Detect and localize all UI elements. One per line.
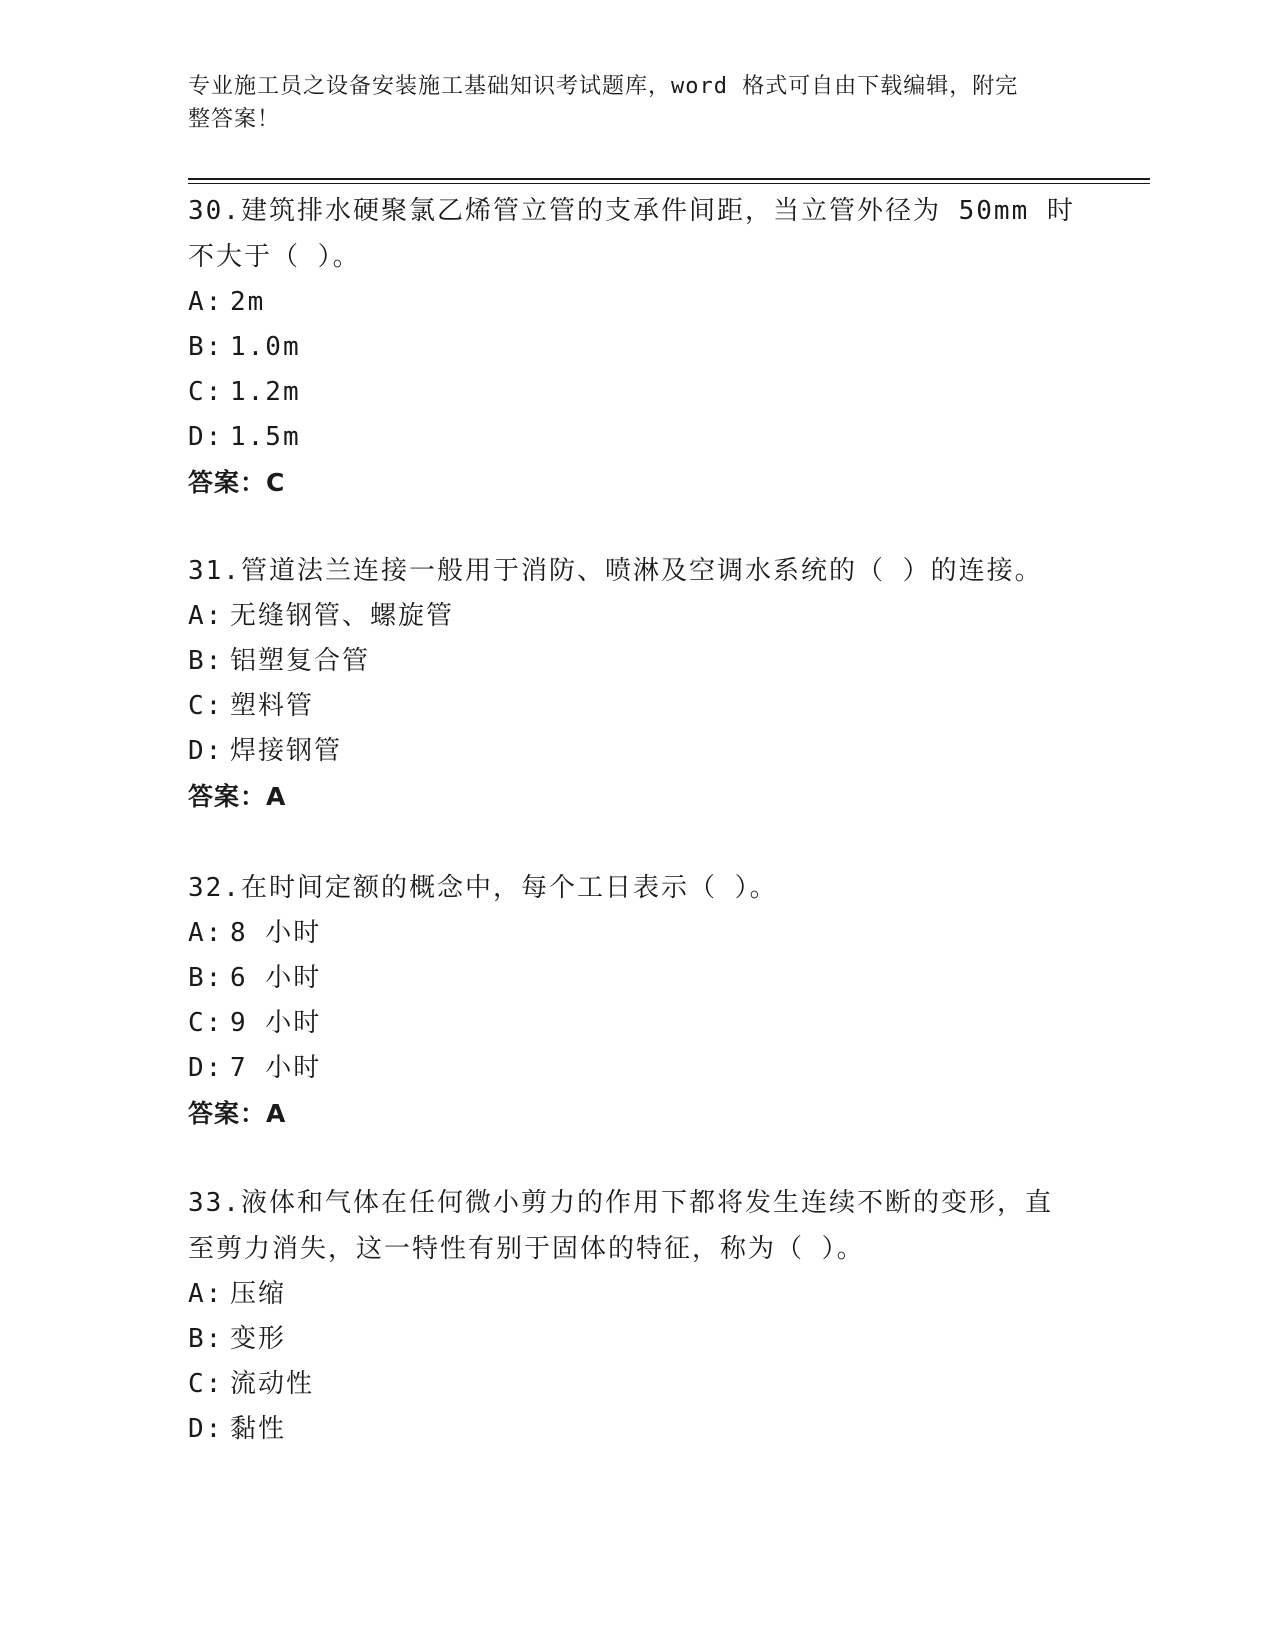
option-a bbox=[188, 911, 1088, 956]
option-text: 8 小时 bbox=[230, 918, 322, 948]
option-letter: A: bbox=[188, 287, 224, 317]
question-stem-line: 33.液体和气体在任何微小剪力的作用下都将发生连续不断的变形，直 bbox=[188, 1188, 1053, 1218]
header-divider-thin bbox=[188, 183, 1150, 184]
question-stem-line: 30.建筑排水硬聚氯乙烯管立管的支承件间距，当立管外径为 50mm 时 bbox=[188, 196, 1075, 226]
question-32 bbox=[188, 865, 1088, 1136]
option-d bbox=[188, 729, 1088, 774]
answer-value: A bbox=[266, 782, 287, 811]
option-d bbox=[188, 1046, 1088, 1091]
option-d bbox=[188, 415, 1088, 460]
option-letter: C: bbox=[188, 691, 224, 721]
option-text: 1.5m bbox=[230, 422, 301, 452]
option-letter: B: bbox=[188, 963, 224, 993]
header-divider-thick bbox=[188, 178, 1150, 180]
option-text: 流动性 bbox=[230, 1369, 315, 1399]
option-letter: D: bbox=[188, 1414, 224, 1444]
question-30 bbox=[188, 188, 1088, 505]
option-text: 1.2m bbox=[230, 377, 301, 407]
option-letter: C: bbox=[188, 1008, 224, 1038]
option-b bbox=[188, 956, 1088, 1001]
option-d bbox=[188, 1407, 1088, 1452]
header-line-1: 专业施工员之设备安装施工基础知识考试题库，word 格式可自由下载编辑，附完 bbox=[188, 74, 1019, 99]
option-letter: C: bbox=[188, 1369, 224, 1399]
option-c bbox=[188, 1362, 1088, 1407]
option-text: 1.0m bbox=[230, 332, 301, 362]
question-stem-line: 不大于（ ）。 bbox=[188, 242, 361, 272]
option-text: 塑料管 bbox=[230, 691, 315, 721]
answer-line bbox=[188, 1091, 1088, 1136]
option-b bbox=[188, 325, 1088, 370]
answer-value: C bbox=[266, 468, 286, 497]
option-letter: A: bbox=[188, 1279, 224, 1309]
option-letter: A: bbox=[188, 918, 224, 948]
option-letter: A: bbox=[188, 601, 224, 631]
option-text: 黏性 bbox=[230, 1414, 287, 1444]
answer-label: 答案： bbox=[188, 468, 267, 497]
option-text: 无缝钢管、螺旋管 bbox=[230, 601, 455, 631]
option-letter: D: bbox=[188, 422, 224, 452]
option-b bbox=[188, 639, 1088, 684]
option-text: 7 小时 bbox=[230, 1053, 322, 1083]
option-text: 9 小时 bbox=[230, 1008, 322, 1038]
document-header bbox=[188, 70, 1078, 136]
option-b bbox=[188, 1317, 1088, 1362]
answer-value: A bbox=[266, 1099, 287, 1128]
option-letter: B: bbox=[188, 646, 224, 676]
option-letter: B: bbox=[188, 332, 224, 362]
option-a bbox=[188, 594, 1088, 639]
option-text: 变形 bbox=[230, 1324, 287, 1354]
question-stem-line: 至剪力消失，这一特性有别于固体的特征，称为（ ）。 bbox=[188, 1234, 865, 1264]
option-c bbox=[188, 684, 1088, 729]
option-text: 6 小时 bbox=[230, 963, 322, 993]
option-letter: C: bbox=[188, 377, 224, 407]
option-a bbox=[188, 1272, 1088, 1317]
option-text: 焊接钢管 bbox=[230, 736, 343, 766]
answer-label: 答案： bbox=[188, 782, 267, 811]
option-c bbox=[188, 370, 1088, 415]
option-letter: D: bbox=[188, 736, 224, 766]
option-letter: B: bbox=[188, 1324, 224, 1354]
option-text: 压缩 bbox=[230, 1279, 287, 1309]
question-stem-line: 31.管道法兰连接一般用于消防、喷淋及空调水系统的（ ）的连接。 bbox=[188, 556, 1043, 586]
answer-line bbox=[188, 460, 1088, 505]
question-stem-line: 32.在时间定额的概念中，每个工日表示（ ）。 bbox=[188, 873, 778, 903]
answer-label: 答案： bbox=[188, 1099, 267, 1128]
option-c bbox=[188, 1001, 1088, 1046]
option-text: 2m bbox=[230, 287, 266, 317]
option-letter: D: bbox=[188, 1053, 224, 1083]
question-31 bbox=[188, 548, 1088, 819]
option-a bbox=[188, 280, 1088, 325]
question-33 bbox=[188, 1180, 1088, 1452]
option-text: 铝塑复合管 bbox=[230, 646, 371, 676]
header-line-2: 整答案！ bbox=[188, 107, 281, 132]
answer-line bbox=[188, 774, 1088, 819]
